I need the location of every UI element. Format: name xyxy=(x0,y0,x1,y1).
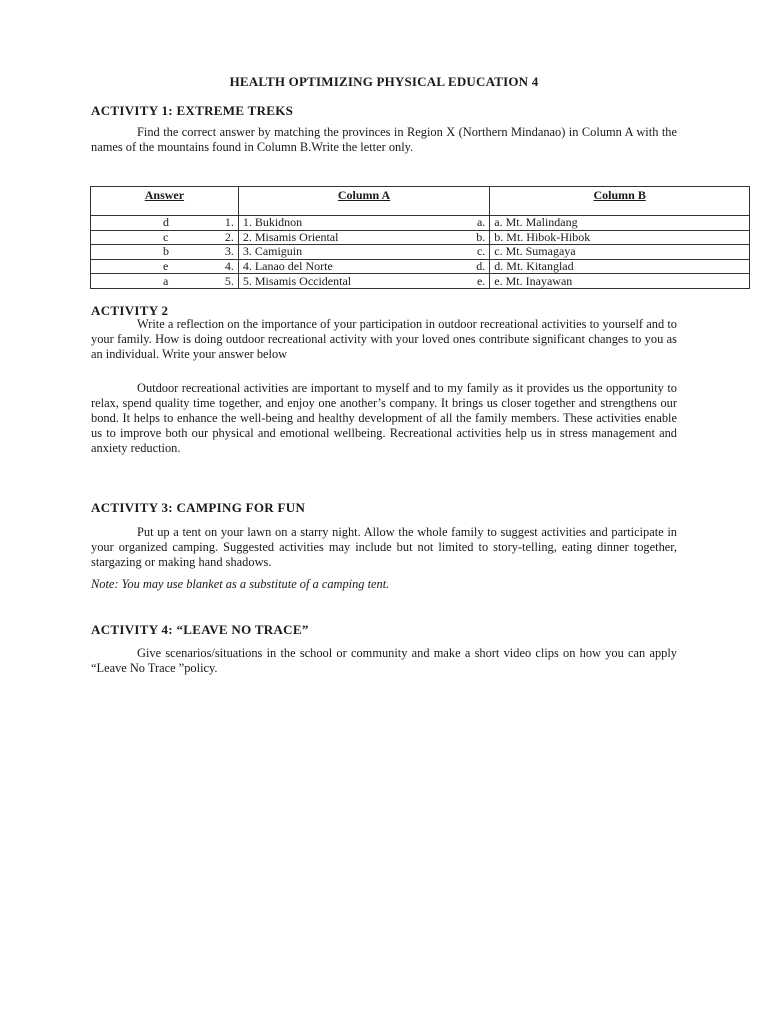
matching-table xyxy=(90,186,750,289)
answer-cell: c xyxy=(163,229,169,244)
activity4-instructions: Give scenarios/situations in the school or community and make a short video clips on how you can apply “Leave No Trace ”policy. xyxy=(91,646,677,675)
column-b-cell: c. Mt. Sumagaya xyxy=(490,245,750,260)
document-title: HEALTH OPTIMIZING PHYSICAL EDUCATION 4 xyxy=(229,74,539,89)
row-number: 1. xyxy=(224,215,234,230)
table-row xyxy=(91,274,750,289)
activity3-note: Note: You may use blanket as a substitute of a camping tent. xyxy=(91,577,390,591)
column-b-cell: d. Mt. Kitanglad xyxy=(490,259,750,274)
column-b-cell: b. Mt. Hibok-Hibok xyxy=(490,230,750,245)
header-answer: Answer xyxy=(91,187,239,216)
row-number: 5. xyxy=(224,273,234,288)
column-a-cell: 3. Camiguin xyxy=(242,244,303,259)
activity1-heading: ACTIVITY 1: EXTREME TREKS xyxy=(91,103,294,118)
answer-cell: b xyxy=(163,244,169,259)
activity2-answer: Outdoor recreational activities are important to myself and to my family as it provides us the opportunity to relax, spend quality time together, and enjoy one another’s company. It brings us closer together and strengthens our bond. It helps to enhance the well-being and healthy development of all the family members. These activities enable us to improve both our physical and emotional wellbeing. Recreational activities help us in stress management and anxiety reduction. xyxy=(91,381,677,455)
answer-cell: a xyxy=(163,273,169,288)
column-b-cell: e. Mt. Inayawan xyxy=(490,274,750,289)
activity3-heading: ACTIVITY 3: CAMPING FOR FUN xyxy=(91,500,306,515)
column-a-cell: 2. Misamis Oriental xyxy=(242,229,339,244)
row-number: 3. xyxy=(224,244,234,259)
row-letter: e. xyxy=(476,273,486,288)
header-column-a: Column A xyxy=(238,187,489,216)
row-letter: b. xyxy=(476,229,486,244)
row-letter: a. xyxy=(476,215,486,230)
activity1-instructions: Find the correct answer by matching the provinces in Region X (Northern Mindanao) in Column A with the names of the mountains found in Column B.Write the letter only. xyxy=(91,125,677,154)
table-header-row xyxy=(91,187,750,216)
table-row xyxy=(91,216,750,231)
column-b-cell: a. Mt. Malindang xyxy=(490,216,750,231)
row-number: 4. xyxy=(224,259,234,274)
answer-cell: e xyxy=(163,259,169,274)
row-letter: c. xyxy=(476,244,486,259)
activity3-instructions: Put up a tent on your lawn on a starry night. Allow the whole family to suggest activities and participate in your organized camping. Suggested activities may include but not limited to story-telling, eating dinner together, stargazing or making hand shadows. xyxy=(91,525,677,569)
answer-cell: d xyxy=(163,215,169,230)
row-number: 2. xyxy=(224,229,234,244)
table-row xyxy=(91,230,750,245)
activity2-heading: ACTIVITY 2 xyxy=(91,303,169,318)
column-a-cell: 4. Lanao del Norte xyxy=(242,259,333,274)
column-a-cell: 5. Misamis Occidental xyxy=(242,273,352,288)
row-letter: d. xyxy=(476,259,486,274)
activity2-instructions: Write a reflection on the importance of your participation in outdoor recreational activities to yourself and to your family. How is doing outdoor recreational activity with your loved ones contribute significant changes to you as an individual. Write your answer below xyxy=(91,317,677,361)
header-column-b: Column B xyxy=(490,187,750,216)
table-row xyxy=(91,245,750,260)
table-row xyxy=(91,259,750,274)
activity4-heading: ACTIVITY 4: “LEAVE NO TRACE” xyxy=(91,622,309,637)
column-a-cell: 1. Bukidnon xyxy=(242,215,303,230)
